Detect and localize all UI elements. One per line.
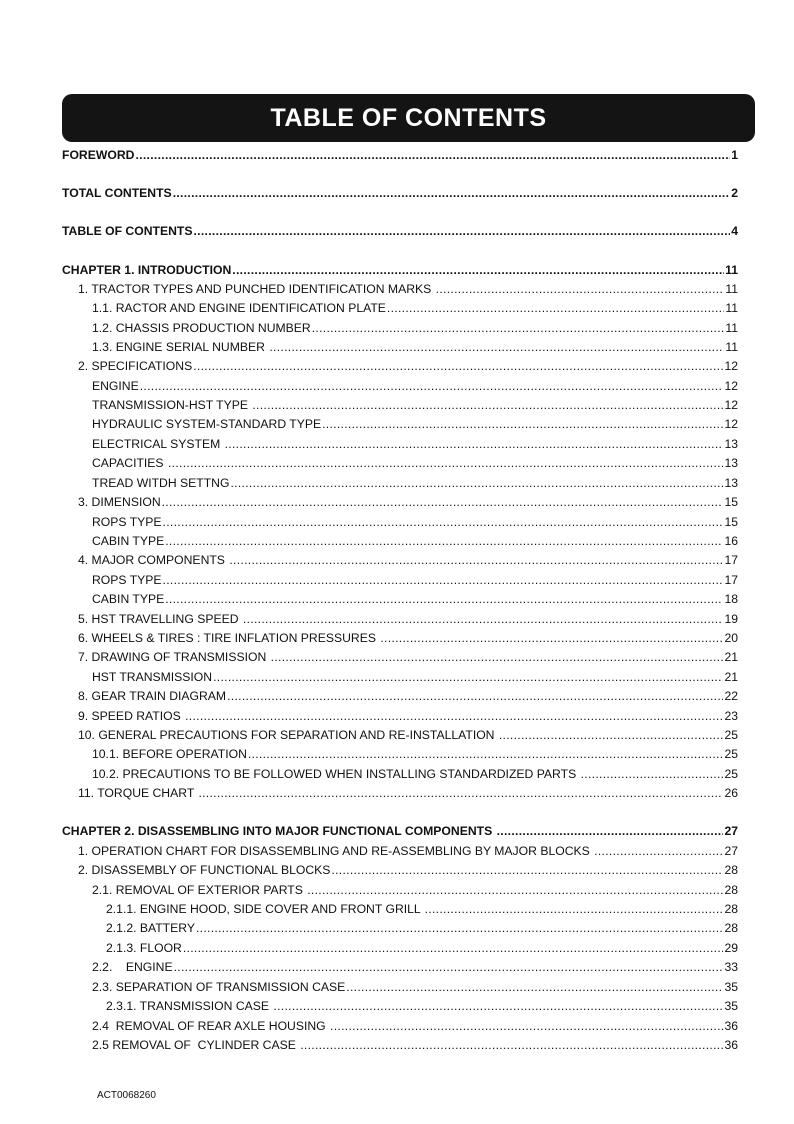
dot-leader <box>198 785 723 801</box>
toc-entry-page: 11 <box>725 282 738 296</box>
toc-entry-label: TRANSMISSION-HST TYPE <box>92 398 252 412</box>
dot-leader <box>425 901 724 917</box>
toc-entry[interactable] <box>62 940 738 956</box>
dot-leader <box>163 514 724 530</box>
dot-leader <box>165 591 723 607</box>
toc-entry-label: ROPS TYPE <box>92 515 162 529</box>
toc-entry[interactable] <box>62 611 738 627</box>
toc-entry-page: 12 <box>724 398 738 412</box>
toc-entry-page: 29 <box>724 941 738 955</box>
dot-leader <box>271 649 724 665</box>
toc-entry-page: 36 <box>724 1019 738 1033</box>
dot-leader <box>196 920 723 936</box>
toc-entry-page: 25 <box>724 728 738 742</box>
toc-entry[interactable] <box>62 669 738 685</box>
toc-entry[interactable] <box>62 223 738 239</box>
toc-entry-page: 20 <box>724 631 738 645</box>
dot-leader <box>307 882 723 898</box>
toc-entry-page: 26 <box>724 786 738 800</box>
toc-entry-page: 28 <box>724 883 738 897</box>
toc-entry-page: 17 <box>724 553 738 567</box>
toc-entry-label: 2.1.1. ENGINE HOOD, SIDE COVER AND FRONT GRILL <box>106 902 424 916</box>
toc-entry[interactable] <box>62 746 738 762</box>
toc-entry[interactable] <box>62 358 738 374</box>
dot-leader <box>185 708 723 724</box>
toc-entry-label: 2.2. ENGINE <box>92 960 173 974</box>
dot-leader <box>165 533 723 549</box>
toc-entry-page: 17 <box>724 573 738 587</box>
toc-entry-label: 2.1. REMOVAL OF EXTERIOR PARTS <box>92 883 307 897</box>
toc-entry-label: 9. SPEED RATIOS <box>78 709 185 723</box>
toc-entry[interactable] <box>62 185 738 201</box>
toc-entry-label: 2.3.1. TRANSMISSION CASE <box>106 999 273 1013</box>
toc-entry[interactable] <box>62 397 738 413</box>
toc-entry-page: 22 <box>724 689 738 703</box>
toc-entry-label: HST TRANSMISSION <box>92 670 213 684</box>
dot-leader <box>248 746 724 762</box>
toc-entry-label: ENGINE <box>92 379 139 393</box>
toc-entry[interactable] <box>62 300 738 316</box>
toc-entry-page: 11 <box>725 263 738 277</box>
toc-entry-page: 35 <box>724 980 738 994</box>
toc-entry[interactable] <box>62 862 738 878</box>
toc-entry[interactable] <box>62 785 738 801</box>
toc-entry-page: 21 <box>724 670 738 684</box>
toc-entry[interactable] <box>62 843 738 859</box>
toc-entry-label: CHAPTER 1. INTRODUCTION <box>62 263 232 277</box>
toc-entry-label: TABLE OF CONTENTS <box>62 224 193 238</box>
toc-entry-label: 10.2. PRECAUTIONS TO BE FOLLOWED WHEN INSTALLING STANDARDIZED PARTS <box>92 767 580 781</box>
dot-leader <box>162 494 724 510</box>
toc-entry-page: 33 <box>724 960 738 974</box>
toc-entry-page: 27 <box>724 844 738 858</box>
toc-entry-page: 12 <box>724 417 738 431</box>
dot-leader <box>497 823 724 839</box>
toc-entry[interactable] <box>62 552 738 568</box>
toc-entry-page: 25 <box>724 767 738 781</box>
toc-entry[interactable] <box>62 475 738 491</box>
dot-leader <box>312 320 725 336</box>
dot-leader <box>163 572 724 588</box>
toc-entry[interactable] <box>62 688 738 704</box>
dot-leader <box>269 339 724 355</box>
toc-entry[interactable] <box>62 823 738 839</box>
toc-entry[interactable] <box>62 533 738 549</box>
toc-entry[interactable] <box>62 708 738 724</box>
dot-leader <box>330 1018 723 1034</box>
dot-leader <box>300 1037 723 1053</box>
toc-entry[interactable] <box>62 630 738 646</box>
toc-entry[interactable] <box>62 262 738 278</box>
toc-entry-label: 6. WHEELS & TIRES : TIRE INFLATION PRESSURES <box>78 631 380 645</box>
toc-entry-label: 2.3. SEPARATION OF TRANSMISSION CASE <box>92 980 346 994</box>
toc-entry-page: 25 <box>724 747 738 761</box>
toc-entry-page: 1 <box>731 148 738 162</box>
toc-entry-label: CABIN TYPE <box>92 592 165 606</box>
toc-entry[interactable] <box>62 339 738 355</box>
dot-leader <box>183 940 724 956</box>
toc-entry-label: CAPACITIES <box>92 456 167 470</box>
toc-entry[interactable] <box>62 1037 738 1053</box>
toc-entry-label: TREAD WITDH SETTNG <box>92 476 230 490</box>
toc-entry[interactable] <box>62 494 738 510</box>
toc-entry-page: 36 <box>724 1038 738 1052</box>
toc-entry-label: 1.3. ENGINE SERIAL NUMBER <box>92 340 269 354</box>
dot-leader <box>225 436 724 452</box>
toc-entry[interactable] <box>62 727 738 743</box>
toc-entry[interactable] <box>62 378 738 394</box>
toc-entry-label: 3. DIMENSION <box>78 495 161 509</box>
dot-leader <box>174 959 724 975</box>
dot-leader <box>322 416 723 432</box>
title-banner <box>62 94 755 142</box>
toc-entry[interactable] <box>62 920 738 936</box>
toc-entry-page: 15 <box>724 495 738 509</box>
toc-entry[interactable] <box>62 1018 738 1034</box>
toc-entry-label: 1.2. CHASSIS PRODUCTION NUMBER <box>92 321 311 335</box>
toc-entry-label: TOTAL CONTENTS <box>62 186 172 200</box>
dot-leader <box>273 998 723 1014</box>
dot-leader <box>140 378 724 394</box>
toc-entry-label: FOREWORD <box>62 148 135 162</box>
dot-leader <box>193 223 730 239</box>
toc-entry[interactable] <box>62 766 738 782</box>
toc-entry[interactable] <box>62 979 738 995</box>
dot-leader <box>387 300 724 316</box>
toc-entry-label: 11. TORQUE CHART <box>78 786 198 800</box>
toc-entry-page: 18 <box>724 592 738 606</box>
toc-entry-label: 8. GEAR TRAIN DIAGRAM <box>78 689 227 703</box>
toc-entry[interactable] <box>62 320 738 336</box>
toc-entry-label: 2.1.3. FLOOR <box>106 941 182 955</box>
toc-entry[interactable] <box>62 882 738 898</box>
toc-entry-page: 16 <box>724 534 738 548</box>
toc-entry-page: 19 <box>724 612 738 626</box>
toc-entry[interactable] <box>62 147 738 163</box>
toc-entry[interactable] <box>62 572 738 588</box>
toc-entry[interactable] <box>62 436 738 452</box>
toc-entry[interactable] <box>62 281 738 297</box>
toc-entry[interactable] <box>62 649 738 665</box>
page-title: TABLE OF CONTENTS <box>270 103 547 132</box>
dot-leader <box>346 979 723 995</box>
toc-entry-page: 13 <box>724 456 738 470</box>
toc-entry-page: 2 <box>731 186 738 200</box>
toc-entry-label: 2.4 REMOVAL OF REAR AXLE HOUSING <box>92 1019 330 1033</box>
toc-entry-label: HYDRAULIC SYSTEM-STANDARD TYPE <box>92 417 322 431</box>
toc-entry-page: 12 <box>724 359 738 373</box>
toc-entry-label: 1. OPERATION CHART FOR DISASSEMBLING AND RE-ASSEMBLING BY MAJOR BLOCKS <box>78 844 594 858</box>
dot-leader <box>168 455 723 471</box>
toc-entry-label: 1. TRACTOR TYPES AND PUNCHED IDENTIFICATION MARKS <box>78 282 435 296</box>
dot-leader <box>436 281 725 297</box>
dot-leader <box>232 262 724 278</box>
toc-entry-page: 11 <box>725 321 738 335</box>
toc-entry[interactable] <box>62 901 738 917</box>
toc-entry-page: 28 <box>724 902 738 916</box>
dot-leader <box>229 552 723 568</box>
dot-leader <box>331 862 723 878</box>
dot-leader <box>193 358 723 374</box>
toc-entry-page: 21 <box>724 650 738 664</box>
toc-entry[interactable] <box>62 998 738 1014</box>
dot-leader <box>135 147 730 163</box>
dot-leader <box>581 766 724 782</box>
toc-entry-label: CHAPTER 2. DISASSEMBLING INTO MAJOR FUNCTIONAL COMPONENTS <box>62 824 496 838</box>
toc-entry[interactable] <box>62 514 738 530</box>
toc-entry-label: 2. DISASSEMBLY OF FUNCTIONAL BLOCKS <box>78 863 331 877</box>
toc-entry-label: 5. HST TRAVELLING SPEED <box>78 612 242 626</box>
toc-entry-label: ROPS TYPE <box>92 573 162 587</box>
toc-entry-page: 23 <box>724 709 738 723</box>
toc-entry-label: ELECTRICAL SYSTEM <box>92 437 224 451</box>
toc-entry-page: 27 <box>724 824 738 838</box>
toc-entry-page: 12 <box>724 379 738 393</box>
toc-entry[interactable] <box>62 591 738 607</box>
toc-entry-page: 13 <box>724 476 738 490</box>
toc-entry-label: 7. DRAWING OF TRANSMISSION <box>78 650 270 664</box>
dot-leader <box>252 397 723 413</box>
dot-leader <box>230 475 723 491</box>
dot-leader <box>173 185 731 201</box>
toc-entry-label: 2.5 REMOVAL OF CYLINDER CASE <box>92 1038 300 1052</box>
dot-leader <box>499 727 724 743</box>
toc-entry-page: 11 <box>725 340 738 354</box>
toc-entry-page: 13 <box>724 437 738 451</box>
toc-entry-label: 1.1. RACTOR AND ENGINE IDENTIFICATION PLATE <box>92 301 386 315</box>
toc-entry-page: 11 <box>725 301 738 315</box>
toc-entry-label: CABIN TYPE <box>92 534 165 548</box>
toc-entry[interactable] <box>62 959 738 975</box>
toc-entry[interactable] <box>62 455 738 471</box>
toc-entry-label: 2. SPECIFICATIONS <box>78 359 193 373</box>
dot-leader <box>227 688 723 704</box>
dot-leader <box>213 669 723 685</box>
dot-leader <box>243 611 724 627</box>
document-code: ACT0068260 <box>97 1090 156 1101</box>
dot-leader <box>594 843 723 859</box>
toc-entry-page: 35 <box>724 999 738 1013</box>
toc-entry-page: 28 <box>724 863 738 877</box>
toc-entry-page: 15 <box>724 515 738 529</box>
toc-entry-page: 28 <box>724 921 738 935</box>
toc-entry[interactable] <box>62 416 738 432</box>
toc-entry-label: 10.1. BEFORE OPERATION <box>92 747 247 761</box>
toc-entry-label: 10. GENERAL PRECAUTIONS FOR SEPARATION AND RE-INSTALLATION <box>78 728 498 742</box>
toc-entry-label: 4. MAJOR COMPONENTS <box>78 553 229 567</box>
toc-entry-page: 4 <box>731 224 738 238</box>
toc-entry-label: 2.1.2. BATTERY <box>106 921 195 935</box>
dot-leader <box>380 630 723 646</box>
